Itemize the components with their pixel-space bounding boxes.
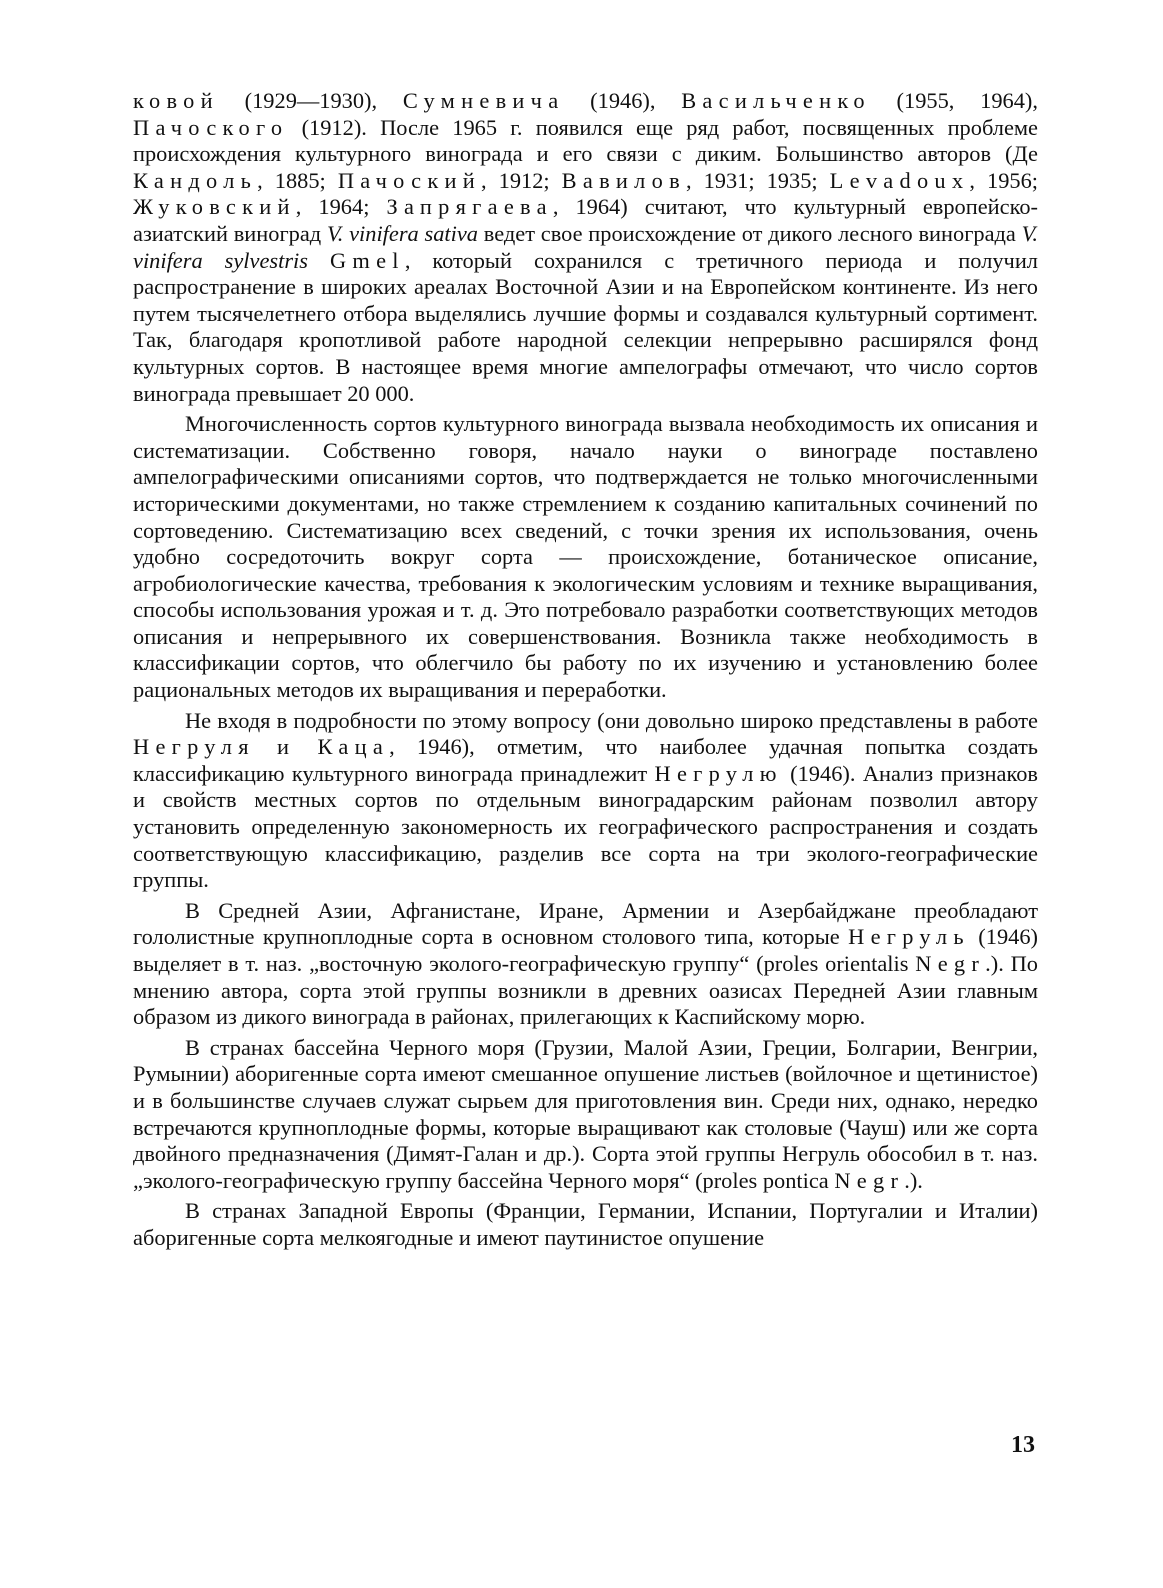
author-name: Пачоского <box>133 114 289 140</box>
text-run <box>255 734 277 759</box>
text-run: (1955, 1964), <box>870 88 1038 113</box>
author-name: Вавилов <box>561 167 686 193</box>
author-name: Levadoux <box>829 167 970 193</box>
text-run: , который сохранился с третичного периода и получил распространение в широких ареалах Восточной Азии и на Европейском континенте. Из него путем тысячелетнего отбора выделялись лучшие формы и создавался культурный сортимент. Так, благодаря кропотливой работе народной селекции непрерывно расширялся фонд культурных сортов. В настоящее время многие ампелографы отмечают, что число сортов винограда превышает 20 000. <box>133 247 1038 406</box>
author-name: Негрулю <box>654 760 783 786</box>
text-run: (1912). После 1965 г. появился еще ряд работ, посвященных проблеме происхождения культурного винограда и его связи с диким. Большинство авторов (Де <box>133 114 1038 167</box>
text-run: , 1956; <box>969 167 1039 193</box>
text-run: Не входя в подробности по этому вопросу (они довольно широко представлены в работе <box>185 707 1038 733</box>
author-name: и <box>277 734 296 760</box>
paragraph-3 <box>133 708 1038 894</box>
paragraph-1 <box>133 88 1038 407</box>
latin-taxon: V. vinifera sativa <box>326 220 479 246</box>
paragraph-2 <box>133 411 1038 704</box>
text-run: , 1946), отметим, что наиболее удачная попытка создать классификацию культурного винограда принадлежит <box>133 734 1038 786</box>
text-run: Многочисленность сортов культурного винограда вызвала необходимость их описания и систематизации. Собственно говоря, начало науки о винограде поставлено ампелографическими описаниями сортов, что подтверждается не только многочисленными историческими документами, но также стремлением к созданию капитальных сочинений по сортоведению. Систематизацию всех сведений, с точки зрения их использования, очень удобно сосредоточить вокруг сорта — происхождение, ботаническое описание, агробиологические качества, требования к экологическим условиям и технике выращивания, способы использования урожая и т. д. Это потребовало разработки соответствующих методов описания и непрерывного их совершенствования. Возникла также необходимость в классификации сортов, что облегчило бы работу по их изучению и установлению более рациональных методов их выращивания и переработки. <box>133 411 1038 703</box>
paragraph-4 <box>133 898 1038 1031</box>
text-run: (1946) выделяет в т. наз. „восточную эколого-географическую группу“ (proles orientalis <box>133 924 1038 976</box>
text-run: ведет свое происхождение от дикого лесного винограда <box>478 220 1022 246</box>
paragraph-5 <box>133 1035 1038 1195</box>
author-name: Gmel <box>329 247 405 273</box>
text-run: (1929—1930), <box>218 88 403 113</box>
author-name: Запрягаева <box>386 194 553 220</box>
page-number: 13 <box>1011 1432 1035 1458</box>
text-run: .). По мнению автора, сорта этой группы возникли в древних оазисах Передней Азии главным образом из дикого винограда в районах, прилегающих к Каспийскому морю. <box>133 951 1038 1030</box>
author-name: Негруля <box>133 734 255 760</box>
author-name: Пачоский <box>337 167 481 193</box>
text-run: , 1931; 1935; <box>685 167 830 193</box>
author-name: Васильченко <box>681 88 871 113</box>
paragraph-6 <box>133 1198 1038 1251</box>
author-name: Кандоль <box>133 167 258 193</box>
author-name: Негруль <box>848 924 970 950</box>
text-run: В Средней Азии, Афганистане, Иране, Армении и Азербайджане преобладают гололистные крупноплодные сорта в основном столового типа, которые <box>133 897 1038 950</box>
text-run <box>295 734 317 759</box>
text-column <box>133 88 1038 1252</box>
latin-taxon: V. vinifera sylvestris <box>133 220 1038 273</box>
author-name: Negr <box>915 951 986 976</box>
text-run: , 1964) считают, что культурный европейско-азиатский виноград <box>133 194 1038 246</box>
author-name: ковой <box>133 88 219 113</box>
text-run <box>308 248 330 273</box>
text-run: В странах Западной Европы (Франции, Германии, Испании, Португалии и Италии) аборигенные сорта мелкоягодные и имеют паутинистое опушение <box>133 1198 1038 1250</box>
text-run: (1946). Анализ признаков и свойств местных сортов по отдельным виноградарским районам позволил автору установить определенную закономерность их географического распространения и создать соответствующую классификацию, разделив все сорта на три эколого-географические группы. <box>133 760 1038 893</box>
author-name: Сумневича <box>402 88 565 113</box>
author-name: Жуковский <box>133 194 296 220</box>
author-name: Каца <box>317 734 390 760</box>
text-run: , 1885; <box>257 167 338 193</box>
text-run: , 1912; <box>481 167 562 193</box>
text-run: , 1964; <box>295 194 387 220</box>
text-run: (1946), <box>564 88 682 113</box>
author-name: Negr <box>834 1167 905 1193</box>
text-run: В странах бассейна Черного моря (Грузии, Малой Азии, Греции, Болгарии, Венгрии, Румынии) аборигенные сорта имеют смешанное опушение листьев (войлочное и щетинистое) и в большинстве случаев служат сырьем для приготовления вин. Среди них, однако, нередко встречаются крупноплодные формы, которые выращивают как столовые (Чауш) или же сорта двойного предназначения (Димят-Галан и др.). Сорта этой группы Негруль обособил в т. наз. „эколого-географическую группу бассейна Черного моря“ (proles pontica <box>133 1034 1038 1193</box>
text-run: .). <box>904 1167 923 1193</box>
